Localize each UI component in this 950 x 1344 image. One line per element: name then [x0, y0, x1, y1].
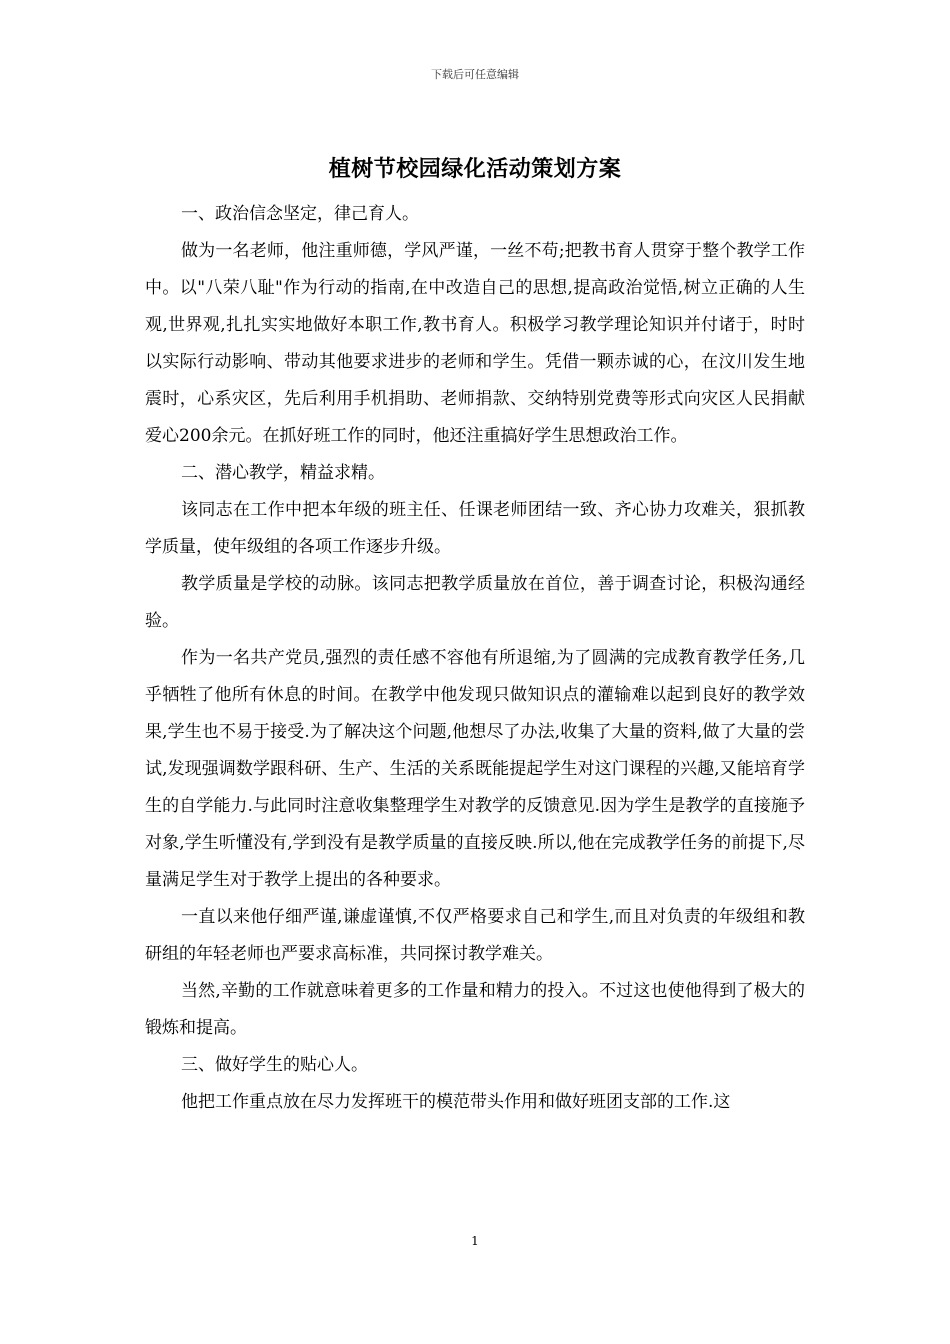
paragraph-heading-3: 三、做好学生的贴心人。 [181, 1055, 368, 1075]
paragraph: 一直以来他仔细严谨,谦虚谨慎,不仅严格要求自己和学生,而且对负责的年级组和教研组的年轻老师也严要求高标准，共同探讨教学难关。 [145, 907, 805, 964]
paragraph: 做为一名老师，他注重师德，学风严谨，一丝不苟;把教书育人贯穿于整个教学工作中。以"八荣八耻"作为行动的指南,在中改造自己的思想,提高政治觉悟,树立正确的人生观,世界观,扎扎实实地做好本职工作,教书育人。积极学习教学理论知识并付诸于，时时以实际行动影响、带动其他要求进步的老师和学生。凭借一颗赤诚的心，在汶川发生地震时，心系灾区，先后利用手机捐助、老师捐款、交纳特别党费等形式向灾区人民捐献爱心200余元。在抓好班工作的同时，他还注重搞好学生思想政治工作。 [145, 241, 805, 446]
paragraph: 他把工作重点放在尽力发挥班干的模范带头作用和做好班团支部的工作.这 [181, 1092, 731, 1112]
paragraph: 该同志在工作中把本年级的班主任、任课老师团结一致、齐心协力攻难关，狠抓教学质量，使年级组的各项工作逐步升级。 [145, 500, 805, 557]
paragraph: 教学质量是学校的动脉。该同志把教学质量放在首位，善于调查讨论，积极沟通经验。 [145, 574, 805, 631]
document-body [145, 196, 805, 1121]
document-title: 植树节校园绿化活动策划方案 [328, 156, 622, 182]
paragraph-heading-1: 一、政治信念坚定，律己育人。 [181, 204, 419, 224]
page-number: 1 [471, 1234, 479, 1248]
paragraph: 作为一名共产党员,强烈的责任感不容他有所退缩,为了圆满的完成教育教学任务,几乎牺牲了他所有休息的时间。在教学中他发现只做知识点的灌输难以起到良好的教学效果,学生也不易于接受.为了解决这个问题,他想尽了办法,收集了大量的资料,做了大量的尝试,发现强调数学跟科研、生产、生活的关系既能提起学生对这门课程的兴趣,又能培育学生的自学能力.与此同时注意收集整理学生对教学的反馈意见.因为学生是教学的直接施予对象,学生听懂没有,学到没有是教学质量的直接反映.所以,他在完成教学任务的前提下,尽量满足学生对于教学上提出的各种要求。 [145, 648, 805, 890]
paragraph-heading-2: 二、潜心教学，精益求精。 [181, 463, 385, 483]
paragraph: 当然,辛勤的工作就意味着更多的工作量和精力的投入。不过这也使他得到了极大的锻炼和提高。 [145, 981, 805, 1038]
header-note: 下载后可任意编辑 [431, 68, 519, 81]
